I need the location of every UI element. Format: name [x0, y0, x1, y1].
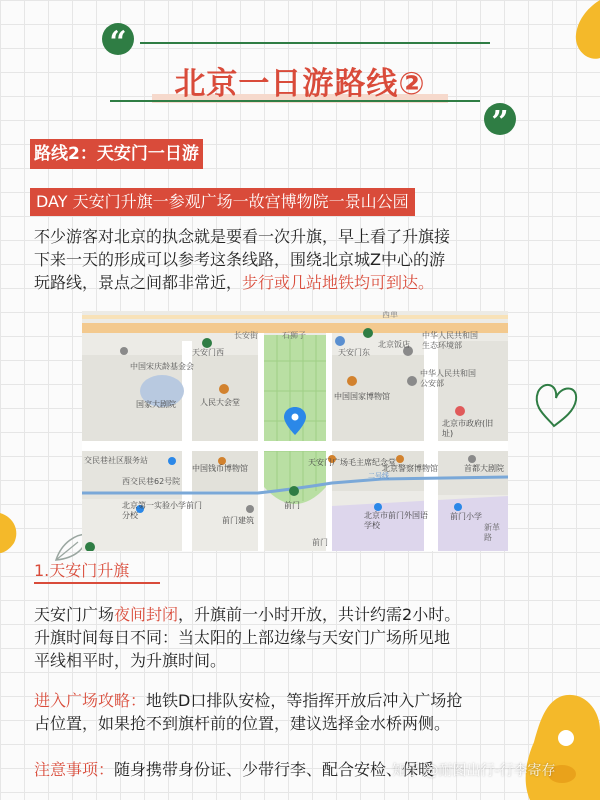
map-label: 交民巷社区服务站: [84, 456, 148, 465]
map-label: 石狮子: [282, 331, 306, 340]
section-heading: 1.天安门升旗: [34, 558, 129, 581]
map-label: 西交民巷62号院: [122, 477, 181, 486]
yellow-blob-left: [0, 513, 22, 553]
open-quote-icon: “: [102, 23, 134, 55]
intro-line: 不少游客对北京的执念就是要看一次升旗，早上看了升旗接: [34, 227, 451, 246]
section-underline: [34, 582, 160, 584]
map-label: 二号线: [368, 472, 389, 480]
entry-tips-paragraph: [34, 689, 462, 735]
map-label: 国家大剧院: [136, 400, 176, 409]
map-label: 中国钱币博物馆: [192, 464, 248, 473]
para-line: 平线相平时，为升旗时间。: [34, 651, 227, 670]
day-itinerary-label: DAY 天安门升旗一参观广场一故宫博物院一景山公园: [30, 188, 415, 216]
para-line: 进入广场攻略：地铁D口排队安检，等指挥开放后冲入广场抢: [34, 691, 463, 710]
para-line: 升旗时间每日不同：当太阳的上部边缘与天安门广场所见地: [34, 628, 451, 647]
map-label: 天安门西: [192, 348, 224, 357]
intro-paragraph: [34, 225, 450, 294]
para-line: 占位置，如果抢不到旗杆前的位置，建议选择金水桥两侧。: [34, 714, 451, 733]
map-label: 新革路: [484, 523, 500, 542]
para-line: 注意事项：随身携带身份证、少带行李、配合安检、保暖: [34, 760, 435, 779]
map-label: 前门: [284, 501, 300, 510]
map-label: 北京市前门外国语学校: [364, 511, 428, 530]
map-label: 北京市政府(旧址): [442, 419, 494, 438]
watermark: 知乎 @耐图出行-行李寄存: [392, 763, 556, 779]
close-quote-icon: ”: [484, 103, 516, 135]
map-label: 中国国家博物馆: [334, 392, 390, 401]
map-label: 长安街: [234, 331, 258, 340]
map-label: 前门: [312, 538, 328, 547]
para-line: 天安门广场夜间封闭，升旗前一小时开放，共计约需2小时。: [34, 605, 461, 624]
map-label: 前门小学: [450, 512, 482, 521]
highlight-text: 夜间封闭: [114, 605, 179, 624]
intro-line: 下来一天的形成可以参考这条线路，围绕北京城Z中心的游: [34, 250, 445, 269]
map-label: 中华人民共和国公安部: [420, 369, 476, 388]
tips-label: 进入广场攻略：: [34, 691, 147, 710]
flag-ceremony-paragraph: [34, 603, 460, 672]
map-label: 北京警察博物馆: [382, 464, 438, 473]
route-map[interactable]: [82, 311, 508, 551]
notes-paragraph: [34, 758, 434, 781]
page-title: [0, 58, 600, 103]
map-label: 天安门东: [338, 348, 370, 357]
map-label: 天安门广场毛主席纪念堂: [308, 458, 396, 467]
map-label: 西单: [382, 311, 398, 319]
map-label: 北京饭店: [378, 340, 410, 349]
notes-label: 注意事项：: [34, 760, 115, 779]
map-label: 中华人民共和国生态环境部: [422, 331, 478, 350]
top-divider: [140, 42, 490, 44]
title-text: 北京一日游路线②: [174, 66, 426, 102]
route-label: 路线2：天安门一日游: [30, 139, 203, 169]
map-label: 中国宋庆龄基金会: [130, 362, 194, 371]
intro-line: 玩路线，景点之间都非常近，步行或几站地铁均可到达。: [34, 273, 435, 292]
heart-doodle: [528, 378, 584, 430]
map-label: 北京第一实验小学前门分校: [122, 501, 202, 520]
map-label: 前门建筑: [222, 516, 254, 525]
yellow-blob-bottom-right: [522, 690, 600, 800]
map-label: 人民大会堂: [200, 398, 240, 407]
map-label: 首都大剧院: [464, 464, 504, 473]
intro-highlight: 步行或几站地铁均可到达。: [242, 273, 435, 292]
